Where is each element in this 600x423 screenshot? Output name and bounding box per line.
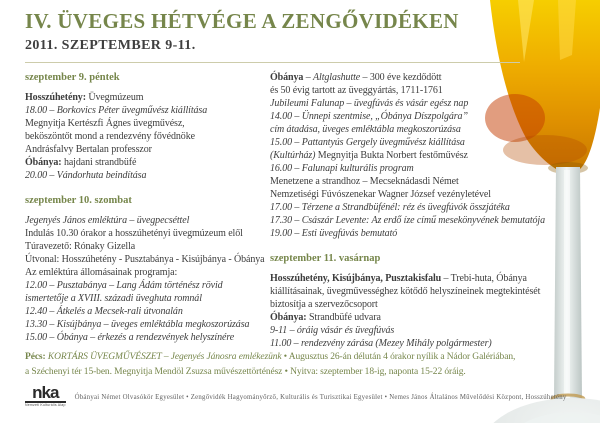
program-line: 11.00 – rendezvény zárása (Mezey Mihály polgármester) <box>270 338 492 349</box>
program-line: 19.00 – Esti üvegfúvás bemutató <box>270 228 398 239</box>
event-dates: 2011. SZEPTEMBER 9-11. <box>25 38 196 53</box>
nka-logo <box>25 383 66 408</box>
program-line: Pécs: KORTÁRS ÜVEGMŰVÉSZET – Jegenyés Jánosra emlékezünk • Augusztus 26-án délután 4 órakor nyílik a Nádor Galériában, <box>25 352 516 362</box>
program-line: 13.30 – Kisújbánya – üveges emléktábla megkoszorúzása <box>25 319 250 330</box>
program-line: beköszöntőt mond a rendezvény fővédnöke <box>25 131 195 142</box>
program-column-right <box>270 71 546 350</box>
program-line: és 50 évig tartott az üveggyártás, 1711-1761 <box>270 85 443 96</box>
header-divider <box>25 62 520 63</box>
program-line: Jegenyés János emléktúra – üvegpecséttel <box>25 215 190 226</box>
program-line: Az emléktúra állomásainak programja: <box>25 267 178 278</box>
program-line: Útvonal: Hosszúhetény - Pusztabánya - Kisújbánya - Óbánya <box>25 254 265 265</box>
program-line: Óbánya: hajdani strandbüfé <box>25 157 137 168</box>
partner-organizations: Óbányai Német Olvasókör Egyesület • Zengővidék Hagyományőrző, Kulturális és Turisztikai Egyesület • Nemes János Általános Művelődési Központ, Hosszúhetény <box>74 393 567 401</box>
program-column-left <box>25 71 270 344</box>
day-heading: szeptember 9. péntek <box>25 72 120 83</box>
program-line: Nemzetiségi Fúvószenekar Wagner József vezényletével <box>270 189 491 200</box>
program-line: Óbánya: Strandbüfé udvara <box>270 312 381 323</box>
flyer-header <box>25 8 459 55</box>
day-heading: szeptember 10. szombat <box>25 195 132 206</box>
program-line: Menetzene a strandhoz – Mecseknádasdi Német <box>270 176 459 187</box>
pecs-exhibition-note <box>25 350 515 380</box>
program-line: kiállításainak, üvegművességhez kötődő helyszíneinek megtekintését <box>270 286 541 297</box>
program-line: 18.00 – Borkovics Péter üvegművész kiállítása <box>25 105 208 116</box>
program-line: 16.00 – Falunapi kulturális program <box>270 163 414 174</box>
program-line: Indulás 10.30 órakor a hosszúhetényi üvegmúzeum elől <box>25 228 243 239</box>
program-line: (Kultúrház) Megnyitja Bukta Norbert festőművész <box>270 150 468 161</box>
program-line: Hosszúhetény, Kisújbánya, Pusztakisfalu – Trebi-huta, Óbánya <box>270 273 527 284</box>
program-line: 14.00 – Ünnepi szentmise, „Óbánya Díszpolgára” <box>270 111 468 122</box>
program-line: 17.00 – Térzene a Strandbüfénél: réz és üvegfúvók összjátéka <box>270 202 510 213</box>
program-line: 20.00 – Vándorhuta beindítása <box>25 170 147 181</box>
program-line: Megnyitja Kertészfi Ágnes üvegművész, <box>25 118 185 129</box>
program-line: 12.40 – Átkelés a Mecsek-rali útvonalán <box>25 306 183 317</box>
day-heading: szeptember 11. vasárnap <box>270 253 381 264</box>
program-line: biztosítja a szervezőcsoport <box>270 299 378 310</box>
program-line: Jubileumi Falunap – üvegfúvás és vásár egész nap <box>270 98 469 109</box>
program-line: Túravezető: Rónaky Gizella <box>25 241 136 252</box>
program-line: Andrásfalvy Bertalan professzor <box>25 144 152 155</box>
program-line: 9-11 – óráig vásár és üvegfúvás <box>270 325 395 336</box>
nka-logo-subtext: Nemzeti Kulturális Alap <box>25 403 66 407</box>
program-line: Óbánya – Altglashutte – 300 éve kezdődött <box>270 72 442 83</box>
program-line: Hosszúhetény: Üvegmúzeum <box>25 92 144 103</box>
event-title: IV. ÜVEGES HÉTVÉGE A ZENGŐVIDÉKEN <box>25 9 459 33</box>
program-line: a Széchenyi tér 15-ben. Megnyitja Mendöl Zsuzsa művészettörténész • Nyitva: szeptember 18-ig, naponta 15-22 óráig. <box>25 367 466 377</box>
program-line: 15.00 – Pattantyús Gergely üvegművész kiállítása <box>270 137 465 148</box>
program-line: ismertetője a XVIII. századi üveghuta romnál <box>25 293 202 304</box>
nka-logo-text: nka <box>25 386 66 403</box>
program-line: 12.00 – Pusztabánya – Lang Ádám történész rövid <box>25 280 223 291</box>
program-line: cím átadása, üveges emléktábla megkoszorúzása <box>270 124 461 135</box>
flyer-footer <box>25 383 570 408</box>
program-line: 15.00 – Óbánya – érkezés a rendezvények helyszínére <box>25 332 235 343</box>
program-line: 17.30 – Császár Levente: Az erdő íze című mesekönyvének bemutatója <box>270 215 546 226</box>
